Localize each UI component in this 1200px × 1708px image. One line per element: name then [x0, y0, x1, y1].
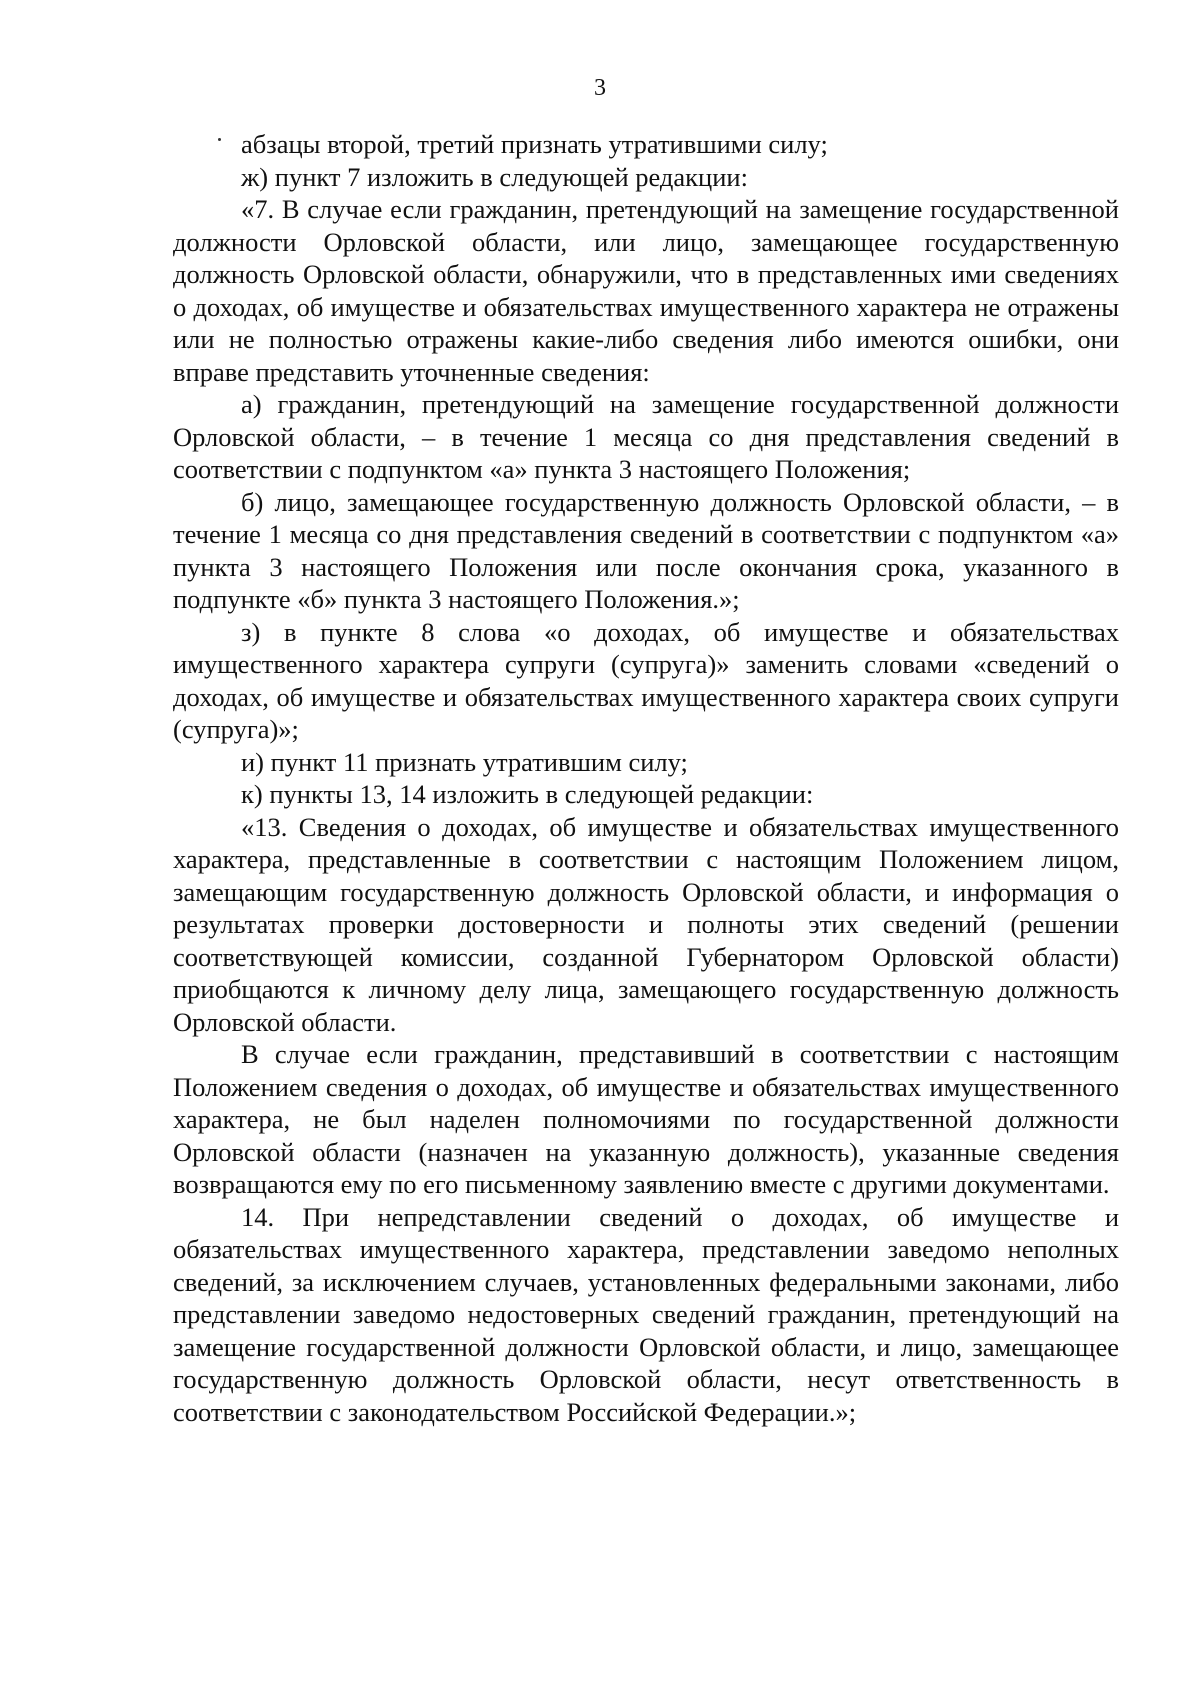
- document-body: [173, 128, 1119, 1428]
- paragraph-abzacy: абзацы второй, третий признать утратившими силу;: [241, 129, 828, 159]
- paragraph-i-punkt-11: и) пункт 11 признать утратившим силу;: [241, 746, 688, 777]
- paragraph-subpoint-a: а) гражданин, претендующий на замещение государственной должности Орловской области, – в течение 1 месяца со дня представления сведений в соответствии с подпунктом «а» пункта 3 настоящего Положения;: [173, 389, 1119, 484]
- paragraph-zh-punkt-7: ж) пункт 7 изложить в следующей редакции:: [241, 161, 748, 192]
- paragraph-subpoint-b: б) лицо, замещающее государственную должность Орловской области, – в течение 1 месяца со дня представления сведений в соответствии с подпунктом «а» пункта 3 настоящего Положения или после окончания срока, указанного в подпункте «б» пункта 3 настоящего Положения.»;: [173, 486, 1119, 614]
- page-number: 3: [594, 75, 606, 101]
- paragraph-punkt-13-return: В случае если гражданин, представивший в соответствии с настоящим Положением сведения о доходах, об имуществе и обязательствах имущественного характера, не был наделен полномочиями по государственной должности Орловской области (назначен на указанную должность), указанные сведения возвращаются ему по его письменному заявлению вместе с другими документами.: [173, 1039, 1119, 1199]
- paragraph-k-punkty-13-14: к) пункты 13, 14 изложить в следующей редакции:: [241, 779, 814, 809]
- paragraph-punkt-7-text: «7. В случае если гражданин, претендующий на замещение государственной должности Орловской области, или лицо, замещающее государственную должность Орловской области, обнаружили, что в представленных ими сведениях о доходах, об имуществе и обязательствах имущественного характера не отражены или не полностью отражены какие-либо сведения либо имеются ошибки, они вправе представить уточненные сведения:: [173, 194, 1119, 387]
- paragraph-punkt-13-text: «13. Сведения о доходах, об имуществе и обязательствах имущественного характера, представленные в соответствии с настоящим Положением лицом, замещающим государственную должность Орловской области, и информация о результатах проверки достоверности и полноты этих сведений (решении соответствующей комиссии, созданной Губернатором Орловской области) приобщаются к личному делу лица, замещающего государственную должность Орловской области.: [173, 811, 1119, 1037]
- paragraph-z-punkt-8: з) в пункте 8 слова «о доходах, об имуществе и обязательствах имущественного характера супруги (супруга)» заменить словами «сведений о доходах, об имуществе и обязательствах имущественного характера своих супруги (супруга)»;: [173, 616, 1119, 744]
- paragraph-punkt-14-text: 14. При непредставлении сведений о доходах, об имуществе и обязательствах имущественного характера, представлении заведомо неполных сведений, за исключением случаев, установленных федеральными законами, либо представлении заведомо недостоверных сведений гражданин, претендующий на замещение государственной должности Орловской области, и лицо, замещающее государственную должность Орловской области, несут ответственность в соответствии с законодательством Российской Федерации.»;: [173, 1201, 1119, 1427]
